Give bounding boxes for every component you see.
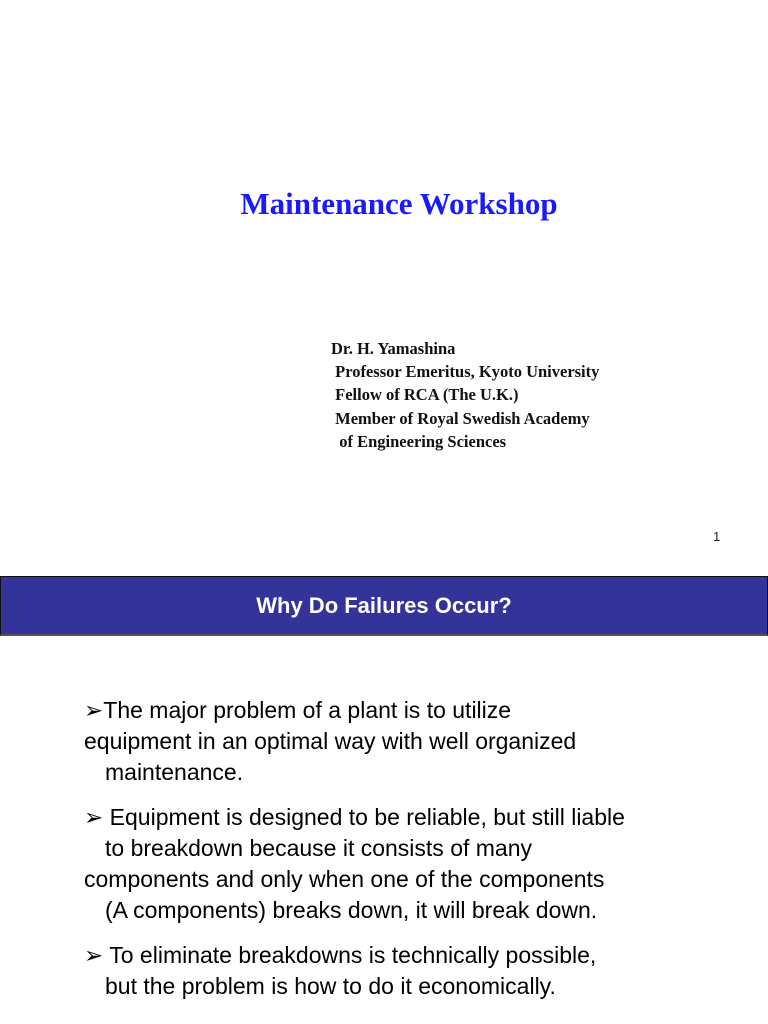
page-number: 1: [713, 529, 721, 544]
author-line: Professor Emeritus, Kyoto University: [331, 362, 600, 382]
author-block: [331, 337, 599, 453]
author-line: Member of Royal Swedish Academy: [331, 408, 590, 428]
bullet-line: ➢ To eliminate breakdowns is technically possible,: [84, 942, 597, 968]
bullet-list: [84, 695, 625, 1002]
author-line: of Engineering Sciences: [331, 431, 507, 451]
bullet-line: equipment in an optimal way with well organized: [84, 728, 577, 754]
bullet-line: ➢The major problem of a plant is to utilize: [84, 697, 512, 723]
bullet-item: [84, 940, 625, 1002]
bullet-item: [84, 802, 625, 926]
bullet-item: [84, 695, 625, 788]
bullet-line: but the problem is how to do it economically.: [105, 973, 556, 999]
slide-title: Maintenance Workshop: [240, 186, 558, 221]
slide-heading-bar: [0, 576, 768, 636]
bullet-line: to breakdown because it consists of many: [105, 835, 533, 861]
slide-heading: Why Do Failures Occur?: [256, 592, 512, 618]
bullet-line: components and only when one of the components: [84, 866, 605, 892]
bullet-line: (A components) breaks down, it will break down.: [105, 897, 598, 923]
bullet-line: maintenance.: [105, 759, 244, 785]
bullet-line: ➢ Equipment is designed to be reliable, but still liable: [84, 804, 625, 830]
author-line: Dr. H. Yamashina: [331, 339, 456, 358]
author-line: Fellow of RCA (The U.K.): [331, 385, 519, 405]
